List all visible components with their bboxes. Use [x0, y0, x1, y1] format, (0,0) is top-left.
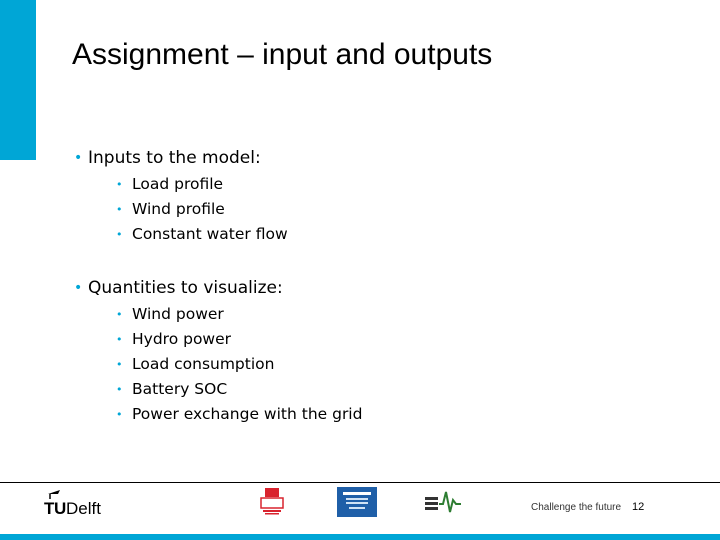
slide-title: Assignment – input and outputs [72, 38, 493, 71]
bullet-section-inputs [74, 146, 362, 247]
bullet-heading-text: Quantities to visualize: [88, 278, 283, 298]
partner-logo-icon [255, 487, 289, 517]
svg-text:U: U [54, 499, 67, 518]
footer-divider [0, 482, 720, 483]
sub-bullet-item: • Power exchange with the grid [116, 402, 362, 427]
sub-bullet-list [88, 172, 362, 247]
bullet-heading [74, 276, 362, 427]
sub-bullet-item: • Battery SOC [116, 377, 362, 402]
page-number: 12 [632, 501, 645, 513]
sub-bullet-item: • Constant water flow [116, 222, 362, 247]
tudelft-logo-icon [44, 488, 118, 518]
sub-bullet-item: • Hydro power [116, 327, 362, 352]
footer-tagline: Challenge the future [531, 502, 622, 513]
bullet-section-quantities [74, 276, 362, 427]
svg-text:T: T [44, 499, 55, 518]
bullet-heading-text: Inputs to the model: [88, 148, 261, 168]
accent-bar [0, 0, 36, 160]
bullet-heading [74, 146, 362, 247]
partner-waveform-logo-icon [424, 488, 462, 516]
svg-text:Delft: Delft [66, 499, 101, 518]
sub-bullet-list [88, 302, 362, 427]
sub-bullet-item: • Wind power [116, 302, 362, 327]
footer-accent-band [0, 534, 720, 540]
sub-bullet-item: • Load profile [116, 172, 362, 197]
sub-bullet-item: • Wind profile [116, 197, 362, 222]
bullet-content [74, 146, 362, 427]
sub-bullet-item: • Load consumption [116, 352, 362, 377]
ieee-logo-icon [337, 487, 377, 517]
